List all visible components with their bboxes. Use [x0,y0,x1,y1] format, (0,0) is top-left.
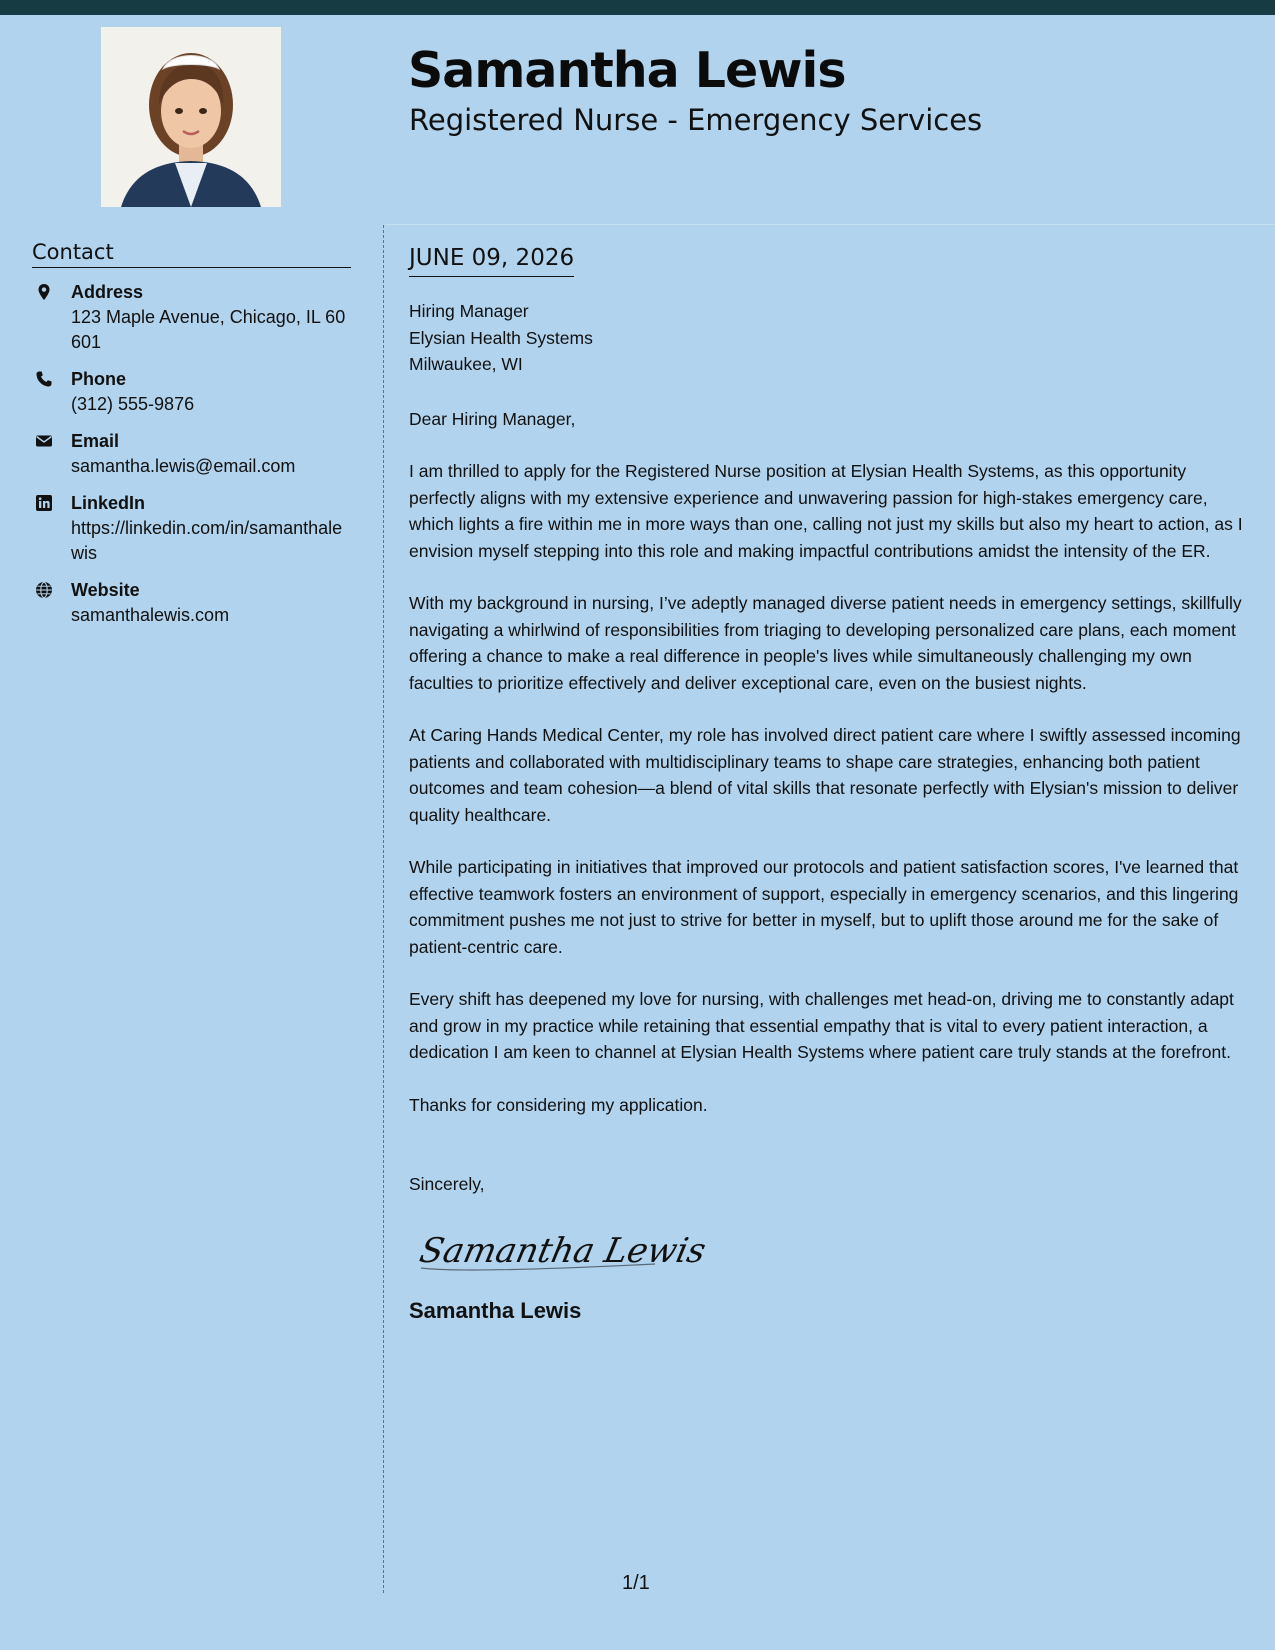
contact-sidebar [32,240,351,640]
letter-body [409,243,1251,1325]
handwritten-signature [415,1220,710,1278]
candidate-title: Registered Nurse - Emergency Services [409,103,983,137]
contact-value[interactable]: https://linkedin.com/in/samanthalewis [71,518,343,563]
linkedin-icon [35,494,53,512]
contact-website [32,578,351,628]
contact-address [32,280,351,355]
recipient-line: Hiring Manager [409,301,529,321]
signer-name: Samantha Lewis [409,1298,582,1323]
candidate-name: Samantha Lewis [408,42,846,99]
contact-phone [32,367,351,417]
map-pin-icon [35,283,53,301]
recipient-line: Elysian Health Systems [409,327,593,348]
profile-photo [101,27,281,207]
letter-paragraph: I am thrilled to apply for the Registered Nurse position at Elysian Health Systems, as this opportunity perfectly aligns with my extensive experience and unwavering passion for high-stakes emergency care, which lights a fire within me in more ways than one, calling not just my skills but also my heart to action, as I envision myself stepping into this role and making impactful contributions amidst the intensity of the ER. [409,461,1243,561]
contact-label: Phone [71,369,127,389]
contact-linkedin [32,491,351,566]
contact-email [32,429,351,479]
letter-paragraph: Thanks for considering my application. [409,1094,708,1115]
letter-date: JUNE 09, 2026 [409,243,574,277]
page-number: 1/1 [622,1572,650,1594]
column-divider [383,225,384,1593]
letter-paragraph: At Caring Hands Medical Center, my role has involved direct patient care where I swiftly assessed incoming patients and collaborated with multidisciplinary teams to shape care strategies, enhancing both patient outcomes and team cohesion—a blend of vital skills that resonate perfectly with Elysian's mission to deliver quality healthcare. [409,725,1241,825]
envelope-icon [35,432,53,450]
contact-label: Address [71,282,144,302]
svg-text:Samantha Lewis: Samantha Lewis [416,1230,710,1271]
recipient-line: Milwaukee, WI [409,354,523,374]
letter-paragraph: With my background in nursing, I’ve adeptly managed diverse patient needs in emergency settings, skillfully navigating a whirlwind of responsibilities from triaging to developing personalized care plans, each moment offering a chance to make a real difference in people's lives while simultaneously challenging my own faculties to prioritize effectively and deliver exceptional care, even on the busiest nights. [409,593,1242,693]
phone-icon [35,370,53,388]
contact-label: Website [71,580,140,600]
globe-icon [35,581,53,599]
contact-value[interactable]: samanthalewis.com [71,605,230,625]
contact-label: LinkedIn [71,493,146,513]
letter-paragraph: Every shift has deepened my love for nursing, with challenges met head-on, driving me to constantly adapt and grow in my practice while retaining that essential empathy that is vital to every patient interaction, a dedication I am keen to channel at Elysian Health Systems where patient care truly stands at the forefront. [409,989,1234,1062]
contact-label: Email [71,431,120,451]
salutation: Dear Hiring Manager, [409,408,576,429]
contact-value[interactable]: samantha.lewis@email.com [71,456,296,476]
contact-value: (312) 555-9876 [71,394,195,414]
letter-paragraph: While participating in initiatives that improved our protocols and patient satisfaction scores, I've learned that effective teamwork fosters an environment of support, especially in emergency scenarios, and this lingering commitment pushes me not just to strive for better in myself, but to uplift those around me for the sake of patient-centric care. [409,857,1239,957]
closing: Sincerely, [409,1174,485,1194]
header-divider [385,224,1275,225]
recipient-block [409,298,1251,378]
contact-value: 123 Maple Avenue, Chicago, IL 60601 [71,307,346,352]
contact-heading: Contact [32,240,351,268]
top-bar [0,0,1275,15]
